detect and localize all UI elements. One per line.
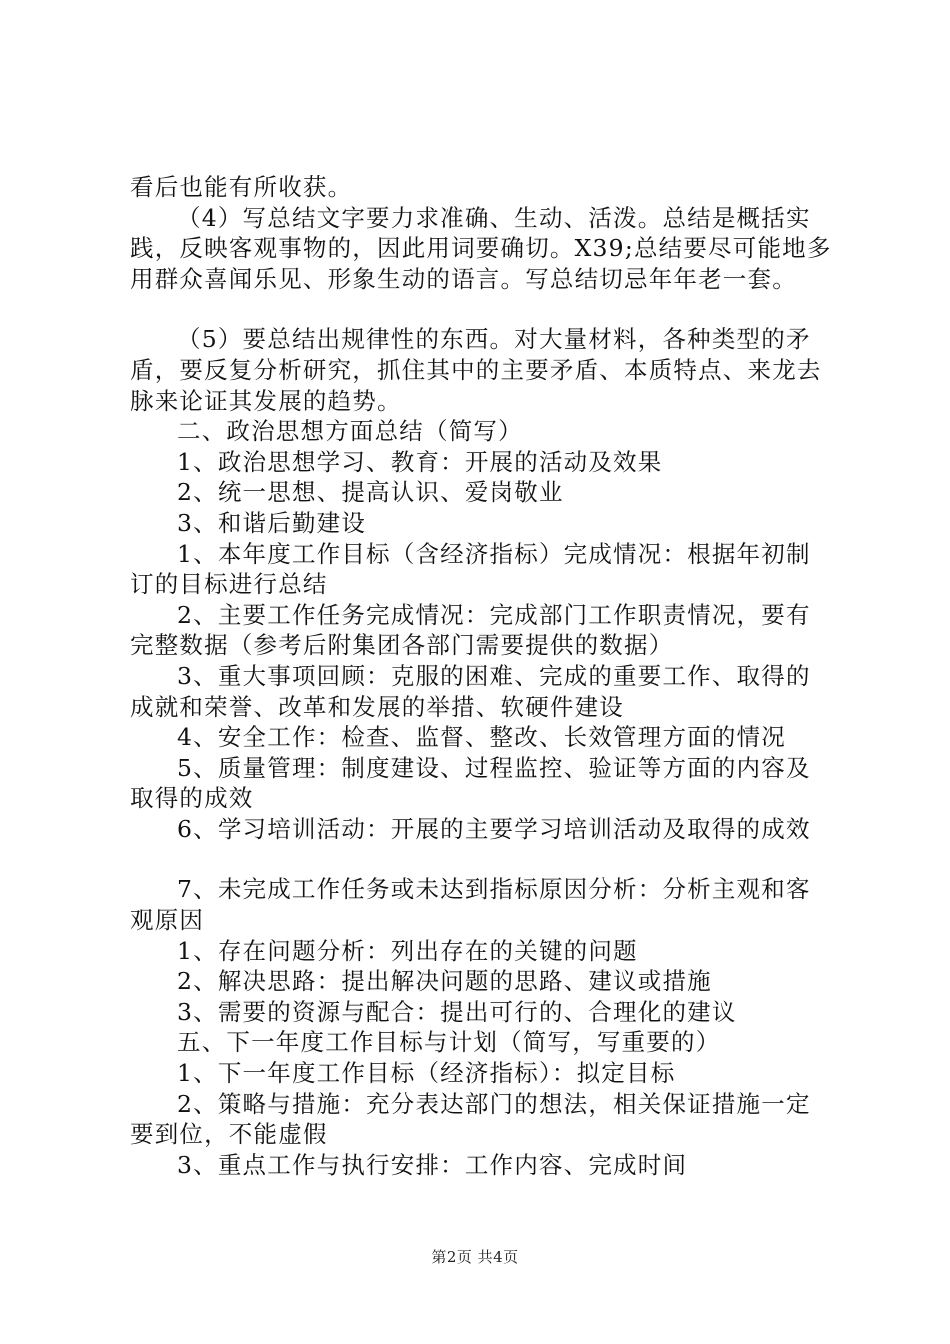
list-item: 2、统一思想、提高认识、爱岗敬业 <box>177 478 564 507</box>
paragraph: 看后也能有所收获。 <box>130 173 353 201</box>
paragraph: （5）要总结出规律性的东西。对大量材料，各种类型的矛盾，要反复分析研究，抓住其中的主要矛盾、本质特点、来龙去脉来论证其发展的趋势。 <box>130 325 822 415</box>
page-number: 第2页 共4页 <box>431 1248 519 1266</box>
list-item: 7、未完成工作任务或未达到指标原因分析：分析主观和客观原因 <box>130 875 811 935</box>
list-item: 2、策略与措施：充分表达部门的想法，相关保证措施一定要到位，不能虚假 <box>130 1089 811 1149</box>
section-heading: 五、下一年度工作目标与计划（简写，写重要的） <box>177 1028 721 1057</box>
list-item: 4、安全工作：检查、监督、整改、长效管理方面的情况 <box>177 723 786 752</box>
list-item: 2、解决思路：提出解决问题的思路、建议或措施 <box>177 967 712 996</box>
document-body <box>130 172 835 1180</box>
list-item: 6、学习培训活动：开展的主要学习培训活动及取得的成效 <box>177 814 811 843</box>
list-item: 3、需要的资源与配合：提出可行的、合理化的建议 <box>177 997 737 1026</box>
list-item: 1、存在问题分析：列出存在的关键的问题 <box>177 936 638 965</box>
paragraph: （4）写总结文字要力求准确、生动、活泼。总结是概括实践，反映客观事物的，因此用词要确切。X39;总结要尽可能地多用群众喜闻乐见、形象生动的语言。写总结切忌年年老一套。 <box>130 203 832 293</box>
list-item: 5、质量管理：制度建设、过程监控、验证等方面的内容及取得的成效 <box>130 753 811 813</box>
list-item: 3、和谐后勤建设 <box>177 508 367 537</box>
list-item: 1、政治思想学习、教育：开展的活动及效果 <box>177 447 663 476</box>
section-heading: 二、政治思想方面总结（简写） <box>177 417 523 446</box>
page-footer <box>0 1246 950 1267</box>
list-item: 2、主要工作任务完成情况：完成部门工作职责情况，要有完整数据（参考后附集团各部门需要提供的数据） <box>130 600 811 660</box>
list-item: 3、重点工作与执行安排：工作内容、完成时间 <box>177 1150 688 1179</box>
list-item: 1、本年度工作目标（含经济指标）完成情况：根据年初制订的目标进行总结 <box>130 539 811 599</box>
list-item: 1、下一年度工作目标（经济指标）：拟定目标 <box>177 1059 676 1088</box>
list-item: 3、重大事项回顾：克服的困难、完成的重要工作、取得的成就和荣誉、改革和发展的举措、软硬件建设 <box>130 661 811 721</box>
